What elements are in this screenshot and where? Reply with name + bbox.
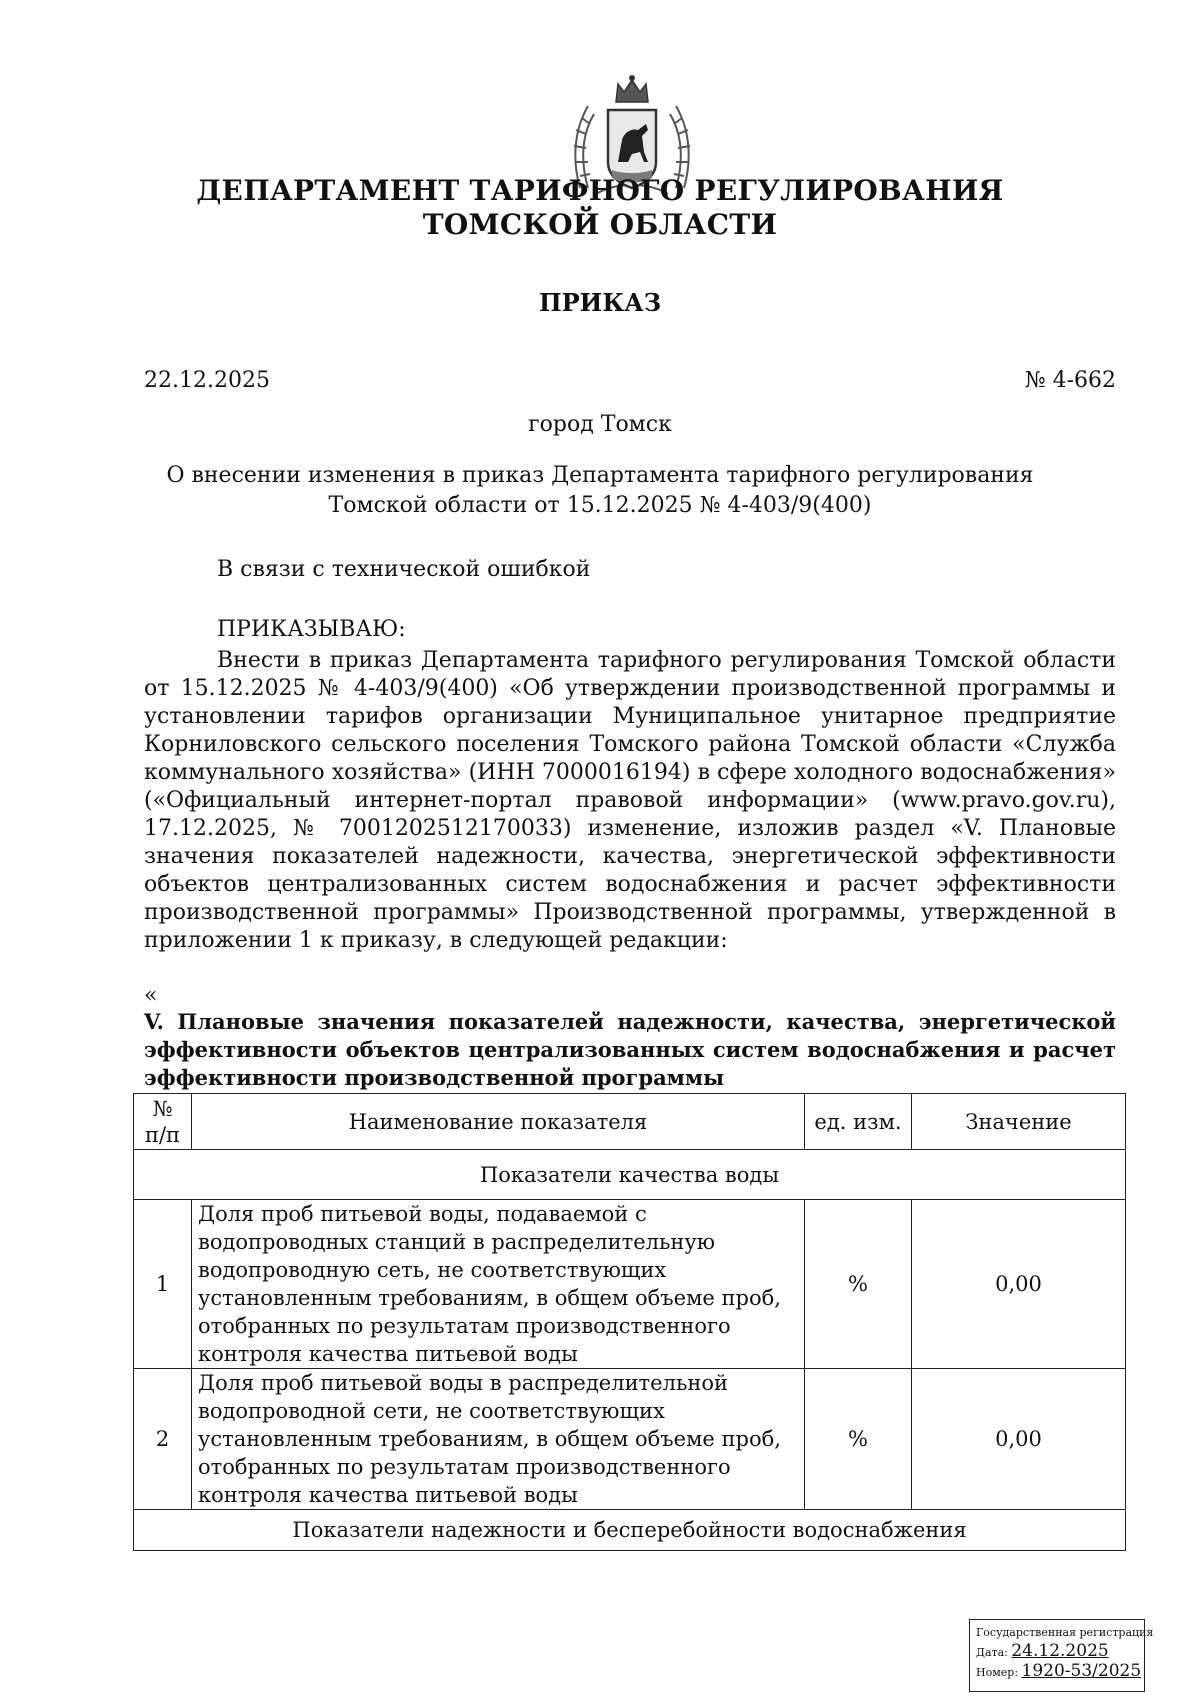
department-name-line1: ДЕПАРТАМЕНТ ТАРИФНОГО РЕГУЛИРОВАНИЯ [196,174,1004,207]
registration-number-line [976,1661,1142,1682]
indicators-table [133,1093,1126,1551]
table-row [134,1369,1126,1510]
reason-text: В связи с технической ошибкой [217,557,591,582]
subject-line-2: Томской области от 15.12.2025 № 4-403/9(400) [328,493,872,518]
section-title: V. Плановые значения показателей надежности, качества, энергетической эффективности объектов централизованных систем водоснабжения и расчет эффективности производственной программы [144,1009,1116,1090]
order-word: ПРИКАЗЫВАЮ: [217,617,406,642]
header-unit: ед. изм. [805,1094,912,1150]
opening-quote: « [144,983,158,1008]
subject-line-1: О внесении изменения в приказ Департамента тарифного регулирования [166,463,1034,488]
order-body [144,647,1116,955]
table-row [134,1200,1126,1369]
table-header-row [134,1094,1126,1150]
header-value: Значение [912,1094,1126,1150]
header-num: № п/п [134,1094,192,1150]
header-name: Наименование показателя [192,1094,805,1150]
group-label: Показатели качества воды [134,1150,1126,1200]
row-name: Доля проб питьевой воды, подаваемой с водопроводных станций в распределительную водопроводную сеть, не соответствующих установленным требованиям, в общем объеме проб, отобранных по результатам производственного контроля качества питьевой воды [192,1200,805,1369]
row-value: 0,00 [912,1200,1126,1369]
registration-title: Государственная регистрация [976,1626,1154,1639]
row-num: 2 [134,1369,192,1510]
group-row-water-quality [134,1150,1126,1200]
order-paragraph: Внести в приказ Департамента тарифного регулирования Томской области от 15.12.2025 № 4-403/9(400) «Об утверждении производственной программы и установлении тарифов организации Муниципальное унитарное предприятие Корниловского сельского поселения Томского района Томской области «Служба коммунального хозяйства» (ИНН 7000016194) в сфере холодного водоснабжения» («Официальный интернет-портал правовой информации» (www.pravo.gov.ru), 17.12.2025, № 7001202512170033) изменение, изложив раздел «V. Плановые значения показателей надежности, качества, энергетической эффективности объектов централизованных систем водоснабжения и расчет эффективности производственной программы» Производственной программы, утвержденной в приложении 1 к приказу, в следующей редакции: [144,648,1116,953]
row-unit: % [805,1200,912,1369]
registration-date-label: Дата: [976,1646,1008,1659]
row-unit: % [805,1369,912,1510]
order-date: 22.12.2025 [144,368,270,393]
registration-stamp [969,1619,1154,1692]
registration-date: 24.12.2025 [1011,1641,1109,1661]
row-num: 1 [134,1200,192,1369]
row-value: 0,00 [912,1369,1126,1510]
group-row-reliability [134,1510,1126,1551]
registration-date-line [976,1642,1138,1662]
registration-number: 1920-53/2025 [1021,1661,1142,1681]
order-number: № 4-662 [1024,368,1116,393]
department-name-line2: ТОМСКОЙ ОБЛАСТИ [422,208,778,241]
group-label: Показатели надежности и бесперебойности водоснабжения [134,1510,1126,1551]
row-name: Доля проб питьевой воды в распределительной водопроводной сети, не соответствующих установленным требованиям, в общем объеме проб, отобранных по результатам производственного контроля качества питьевой воды [192,1369,805,1510]
registration-number-label: Номер: [976,1666,1019,1679]
city-name: город Томск [528,412,672,437]
document-type-title: ПРИКАЗ [538,288,662,317]
order-subject [0,461,1200,521]
